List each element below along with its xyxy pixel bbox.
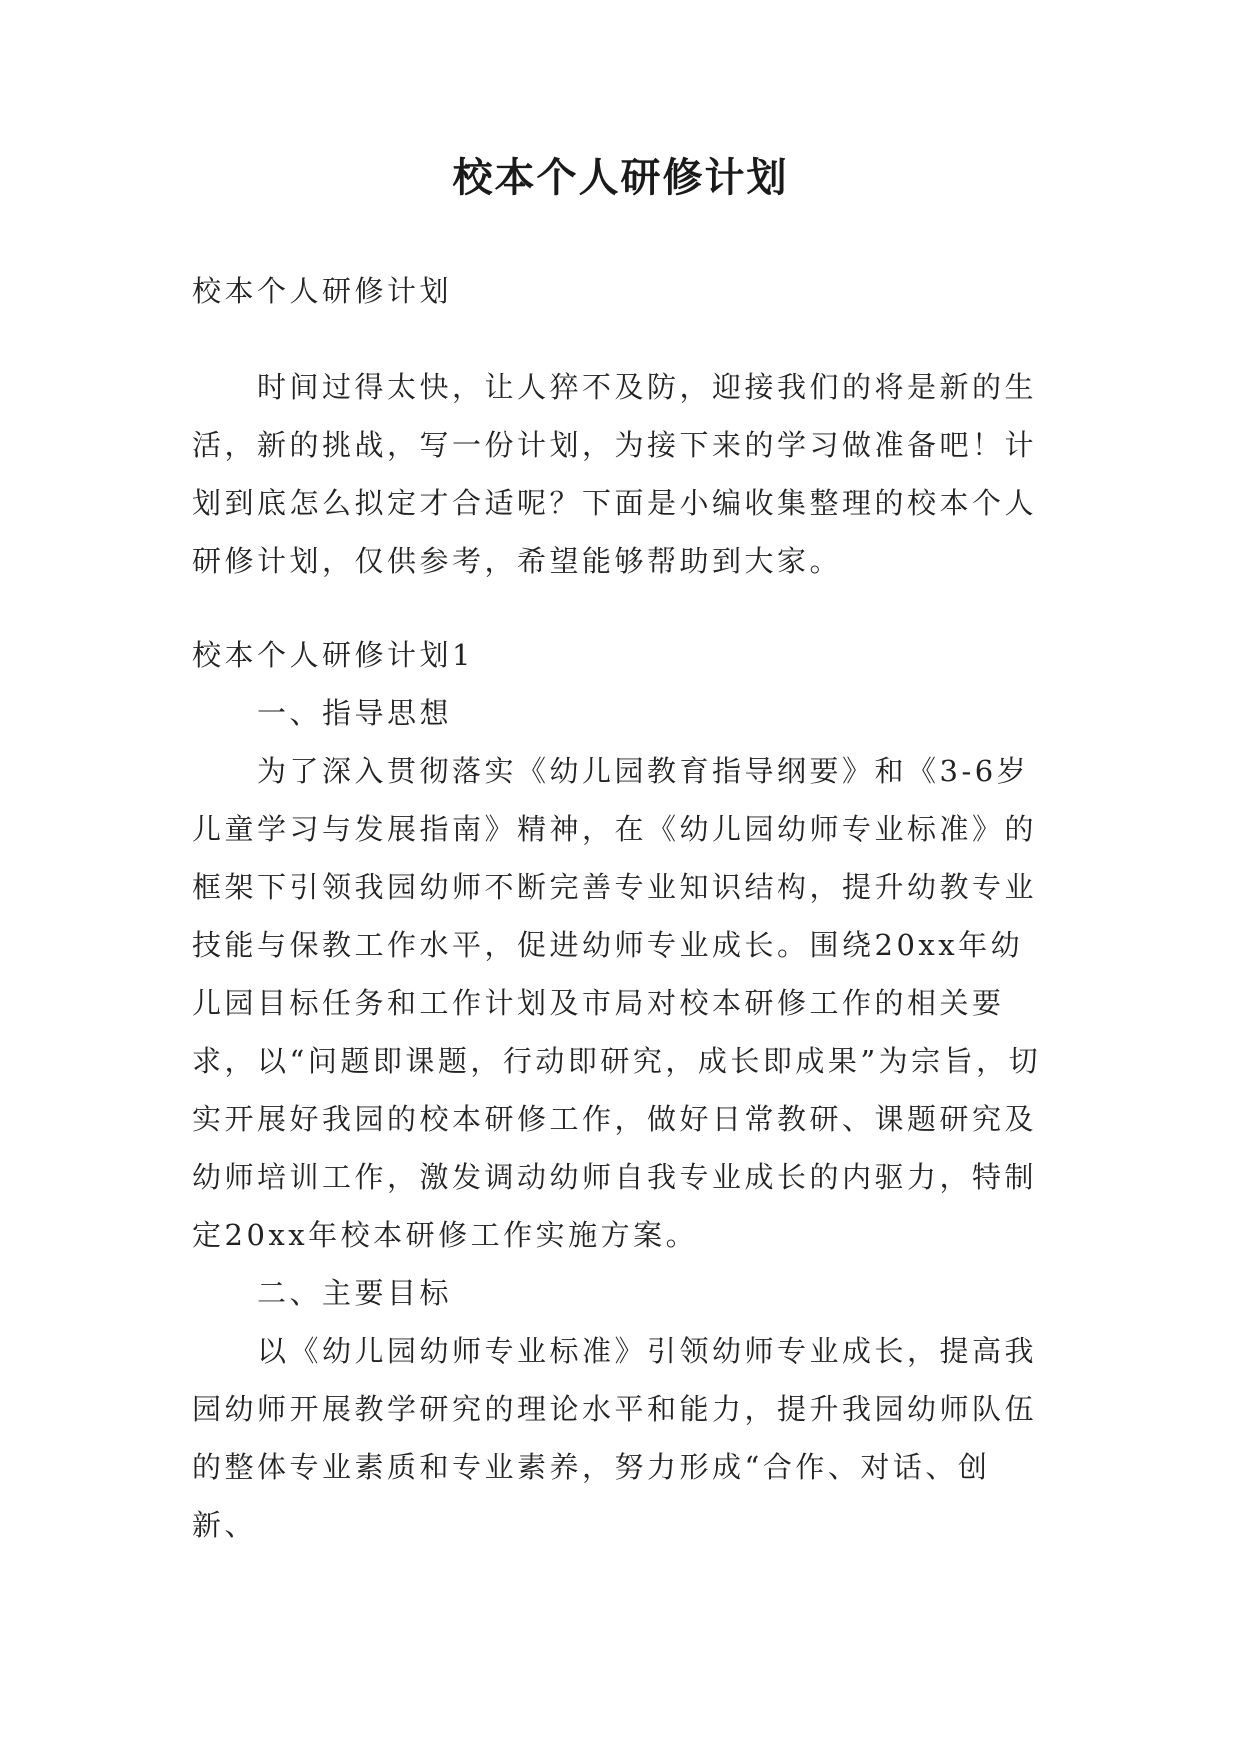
paragraph-guiding-thought: 为了深入贯彻落实《幼儿园教育指导纲要》和《3-6岁儿童学习与发展指南》精神，在《幼儿园幼师专业标准》的框架下引领我园幼师不断完善专业知识结构，提升幼教专业技能与保教工作水平，促进幼师专业成长。围绕20xx年幼儿园目标任务和工作计划及市局对校本研修工作的相关要求，以“问题即课题，行动即研究，成长即成果”为宗旨，切实开展好我园的校本研修工作，做好日常教研、课题研究及幼师培训工作，激发调动幼师自我专业成长的内驱力，特制定20xx年校本研修工作实施方案。 xyxy=(192,754,1042,1252)
heading-main-goals: 二、主要目标 xyxy=(257,1276,453,1310)
intro-paragraph: 时间过得太快，让人猝不及防，迎接我们的将是新的生活，新的挑战，写一份计划，为接下来的学习做准备吧！计划到底怎么拟定才合适呢？下面是小编收集整理的校本个人研修计划，仅供参考，希望能够帮助到大家。 xyxy=(192,370,1038,578)
heading-guiding-thought: 一、指导思想 xyxy=(257,696,453,730)
section-title: 校本个人研修计划1 xyxy=(192,638,474,672)
document-title: 校本个人研修计划 xyxy=(452,154,789,201)
spacer xyxy=(192,590,1052,626)
document-body xyxy=(192,262,1052,1554)
spacer xyxy=(192,320,1052,358)
document-subtitle: 校本个人研修计划 xyxy=(192,274,453,308)
paragraph-main-goals: 以《幼儿园幼师专业标准》引领幼师专业成长，提高我园幼师开展教学研究的理论水平和能力，提升我园幼师队伍的整体专业素质和专业素养，努力形成“合作、对话、创新、 xyxy=(192,1334,1038,1542)
